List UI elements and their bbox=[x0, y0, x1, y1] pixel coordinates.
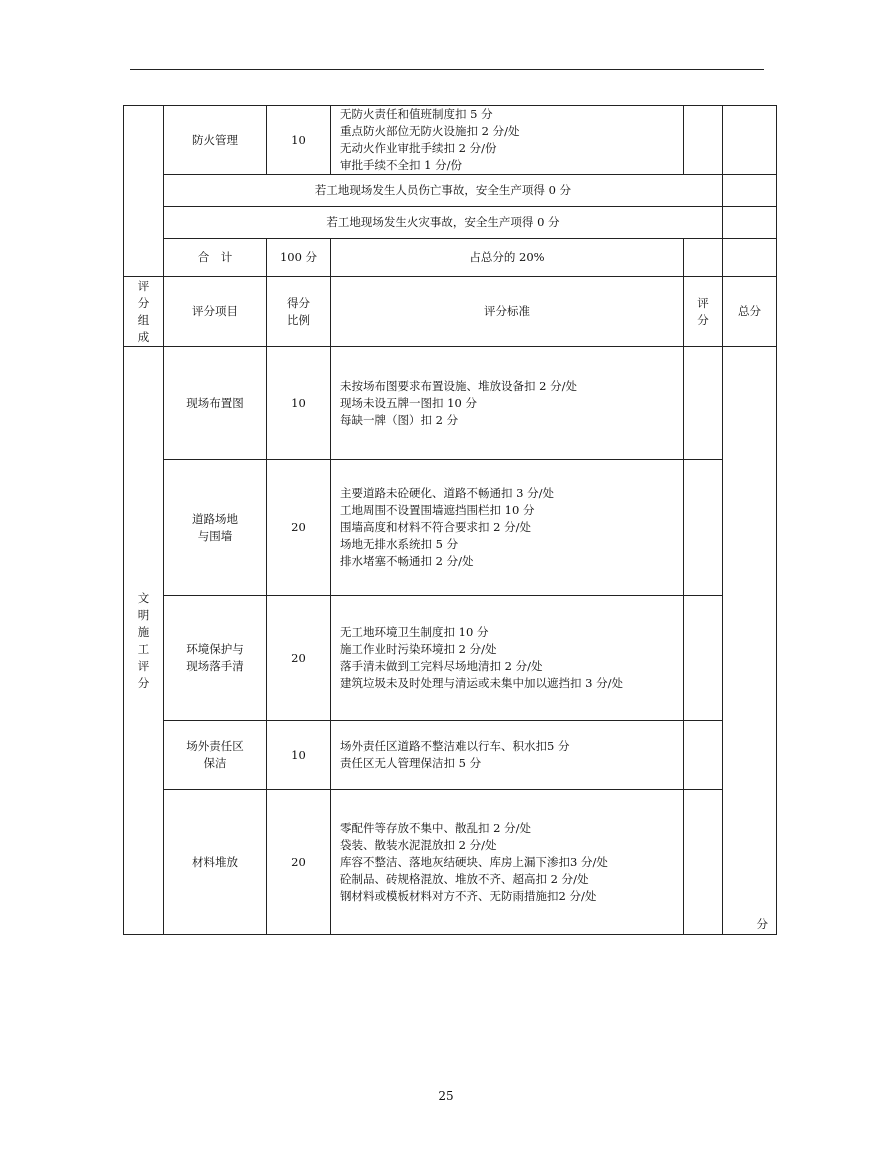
criteria-line: 无防火责任和值班制度扣 5 分 bbox=[340, 107, 493, 121]
criteria-line: 每缺一牌（图）扣 2 分 bbox=[340, 412, 459, 427]
fire-row bbox=[124, 106, 777, 175]
total-cell bbox=[723, 239, 777, 277]
criteria-line: 无工地环境卫生制度扣 10 分 bbox=[340, 625, 489, 639]
criteria-line: 重点防火部位无防火设施扣 2 分/处 bbox=[340, 124, 520, 138]
row-item: 道路场地 与围墙 bbox=[164, 460, 267, 596]
criteria-line: 围墙高度和材料不符合要求扣 2 分/处 bbox=[340, 520, 532, 534]
score-cell bbox=[684, 460, 723, 596]
subtotal-desc: 占总分的 20% bbox=[331, 239, 684, 277]
header-item: 评分项目 bbox=[164, 277, 267, 347]
criteria-line: 工地周围不设置围墙遮挡围栏扣 10 分 bbox=[340, 503, 535, 517]
score-table bbox=[123, 105, 777, 935]
table-row bbox=[124, 721, 777, 790]
score-cell bbox=[684, 347, 723, 460]
header-ratio: 得分 比例 bbox=[267, 277, 331, 347]
row-ratio: 20 bbox=[267, 790, 331, 935]
criteria-line: 建筑垃圾未及时处理与清运或未集中加以遮挡扣 3 分/处 bbox=[340, 676, 623, 690]
criteria-line: 现场未设五牌一图扣 10 分 bbox=[340, 395, 477, 410]
criteria-line: 库容不整洁、落地灰结硬块、库房上漏下渗扣3 分/处 bbox=[340, 854, 608, 869]
score-cell bbox=[684, 239, 723, 277]
table-header bbox=[124, 277, 777, 347]
table-row bbox=[124, 347, 777, 460]
score-cell bbox=[684, 596, 723, 721]
fire-group-cell bbox=[124, 106, 164, 277]
subtotal-row bbox=[124, 239, 777, 277]
table-row bbox=[124, 596, 777, 721]
row-criteria bbox=[331, 106, 684, 175]
criteria-line: 袋装、散装水泥混放扣 2 分/处 bbox=[340, 837, 497, 852]
civil-group-label: 文 明 施 工 评 分 bbox=[124, 347, 164, 935]
criteria-line: 未按场布图要求布置设施、堆放设备扣 2 分/处 bbox=[340, 378, 577, 393]
criteria-line: 审批手续不全扣 1 分/份 bbox=[340, 158, 463, 172]
row-item: 现场布置图 bbox=[164, 347, 267, 460]
row-ratio: 20 bbox=[267, 596, 331, 721]
score-cell bbox=[684, 721, 723, 790]
criteria-line: 砼制品、砖规格混放、堆放不齐、超高扣 2 分/处 bbox=[340, 871, 589, 886]
criteria-line: 排水堵塞不畅通扣 2 分/处 bbox=[340, 554, 474, 568]
header-criteria: 评分标准 bbox=[331, 277, 684, 347]
row-item: 材料堆放 bbox=[164, 790, 267, 935]
row-ratio: 10 bbox=[267, 106, 331, 175]
subtotal-value: 100 分 bbox=[267, 239, 331, 277]
row-criteria bbox=[331, 460, 684, 596]
criteria-line: 钢材料或模板材料对方不齐、无防雨措施扣2 分/处 bbox=[340, 888, 597, 903]
header-total: 总分 bbox=[723, 277, 777, 347]
criteria-line: 场地无排水系统扣 5 分 bbox=[340, 537, 459, 551]
criteria-line: 施工作业时污染环境扣 2 分/处 bbox=[340, 642, 497, 656]
total-cell bbox=[723, 106, 777, 175]
criteria-line: 责任区无人管理保洁扣 5 分 bbox=[340, 756, 482, 770]
criteria-line: 零配件等存放不集中、散乱扣 2 分/处 bbox=[340, 820, 532, 835]
row-criteria bbox=[331, 596, 684, 721]
subtotal-label: 合 计 bbox=[164, 239, 267, 277]
row-criteria bbox=[331, 347, 684, 460]
row-ratio: 20 bbox=[267, 460, 331, 596]
note-injury: 若工地现场发生人员伤亡事故，安全生产项得 0 分 bbox=[164, 175, 723, 207]
table-row bbox=[124, 460, 777, 596]
header-rule bbox=[130, 69, 764, 70]
criteria-line: 主要道路未砼硬化、道路不畅通扣 3 分/处 bbox=[340, 486, 555, 500]
total-cell bbox=[723, 207, 777, 239]
header-group: 评 分 组 成 bbox=[124, 277, 164, 347]
row-ratio: 10 bbox=[267, 347, 331, 460]
total-cell bbox=[723, 175, 777, 207]
score-cell bbox=[684, 790, 723, 935]
note-row bbox=[124, 207, 777, 239]
row-criteria bbox=[331, 721, 684, 790]
table-row bbox=[124, 790, 777, 935]
criteria-line: 场外责任区道路不整洁难以行车、积水扣5 分 bbox=[340, 739, 570, 753]
note-fire: 若工地现场发生火灾事故，安全生产项得 0 分 bbox=[164, 207, 723, 239]
row-item: 环境保护与 现场落手清 bbox=[164, 596, 267, 721]
criteria-line: 落手清未做到工完料尽场地清扣 2 分/处 bbox=[340, 659, 543, 673]
row-item: 防火管理 bbox=[164, 106, 267, 175]
note-row bbox=[124, 175, 777, 207]
score-cell bbox=[684, 106, 723, 175]
row-ratio: 10 bbox=[267, 721, 331, 790]
criteria-line: 无动火作业审批手续扣 2 分/份 bbox=[340, 141, 497, 155]
header-score: 评 分 bbox=[684, 277, 723, 347]
row-item: 场外责任区 保洁 bbox=[164, 721, 267, 790]
page-number: 25 bbox=[438, 1089, 454, 1103]
civil-total: 分 bbox=[723, 347, 777, 935]
row-criteria bbox=[331, 790, 684, 935]
